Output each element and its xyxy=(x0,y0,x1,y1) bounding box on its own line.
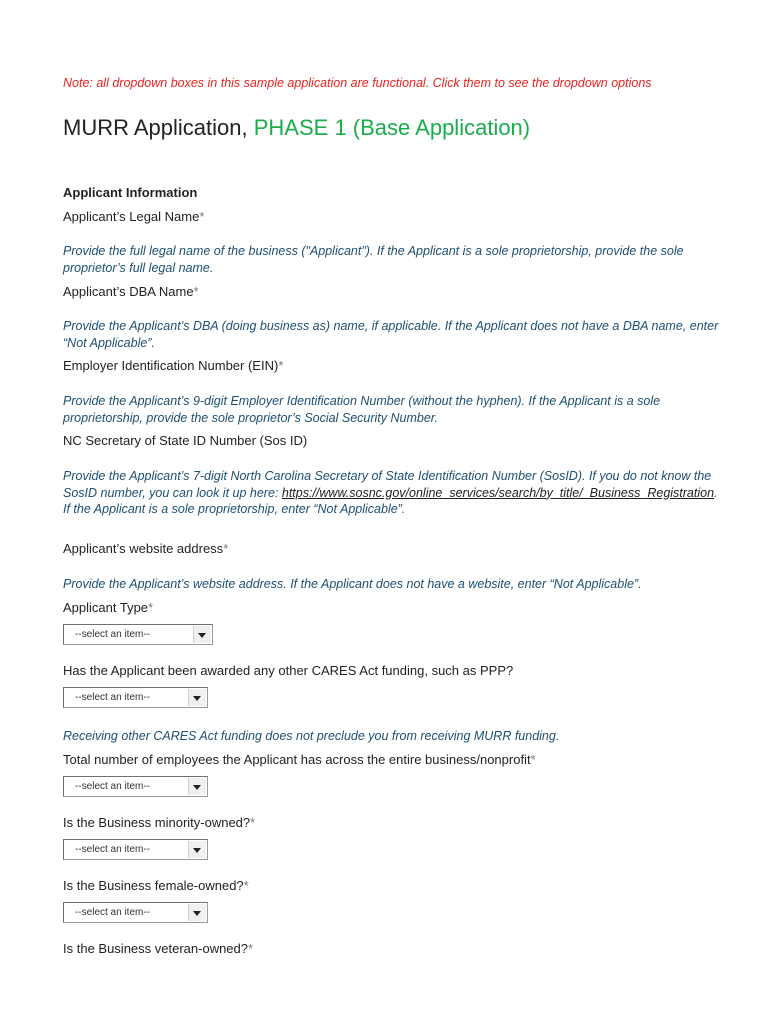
ein-label-text: Employer Identification Number (EIN) xyxy=(63,358,279,373)
cares-funding-label: Has the Applicant been awarded any other CARES Act funding, such as PPP? xyxy=(63,663,514,678)
chevron-down-icon xyxy=(188,841,206,858)
employees-select[interactable] xyxy=(63,776,208,797)
required-marker: * xyxy=(193,284,199,299)
female-owned-label-text: Is the Business female-owned? xyxy=(63,878,244,893)
minority-owned-label xyxy=(63,815,255,830)
legal-name-label xyxy=(63,209,204,224)
select-value: --select an item-- xyxy=(75,629,151,640)
select-value: --select an item-- xyxy=(75,844,151,855)
minority-owned-label-text: Is the Business minority-owned? xyxy=(63,815,251,830)
employees-label xyxy=(63,752,536,767)
legal-name-help: Provide the full legal name of the business ("Applicant"). If the Applicant is a sole proprietorship, provide the sole proprietor’s full legal name. xyxy=(63,244,684,275)
employees-label-text: Total number of employees the Applicant has across the entire business/nonprofit xyxy=(63,752,531,767)
sos-id-help-text: Provide the Applicant’s 7-digit North Carolina Secretary of State Identification Number (SosID). If you do not know the SosID number, you can look it up here: xyxy=(63,469,712,500)
female-owned-select[interactable] xyxy=(63,902,208,923)
applicant-type-label xyxy=(63,600,153,615)
required-marker: * xyxy=(148,600,154,615)
title-main: MURR Application, xyxy=(63,115,254,140)
select-value: --select an item-- xyxy=(75,907,151,918)
required-marker: * xyxy=(250,815,256,830)
female-owned-label xyxy=(63,878,249,893)
required-marker: * xyxy=(278,358,284,373)
sos-id-help-text-end: . If the Applicant is a sole proprietorship, enter “Not Applicable”. xyxy=(63,485,718,516)
sos-id-label: NC Secretary of State ID Number (Sos ID) xyxy=(63,433,308,448)
website-help: Provide the Applicant’s website address. If the Applicant does not have a website, enter “Not Applicable”. xyxy=(63,577,642,591)
chevron-down-icon xyxy=(188,778,206,795)
sos-lookup-link[interactable]: https://www.sosnc.gov/online_services/search/by_title/_Business_Registration xyxy=(281,485,715,500)
required-marker: * xyxy=(248,941,254,956)
veteran-owned-label-text: Is the Business veteran-owned? xyxy=(63,941,248,956)
dba-name-label xyxy=(63,284,199,299)
website-label xyxy=(63,541,228,556)
required-marker: * xyxy=(199,209,205,224)
title-phase: PHASE 1 (Base Application) xyxy=(253,115,531,140)
chevron-down-icon xyxy=(193,626,211,643)
required-marker: * xyxy=(243,878,249,893)
veteran-owned-label xyxy=(63,941,253,956)
required-marker: * xyxy=(530,752,536,767)
dba-name-help: Provide the Applicant’s DBA (doing business as) name, if applicable. If the Applicant does not have a DBA name, enter “Not Applicable”. xyxy=(63,319,719,350)
ein-label xyxy=(63,358,283,373)
dba-name-label-text: Applicant’s DBA Name xyxy=(63,284,194,299)
cares-funding-select[interactable] xyxy=(63,687,208,708)
ein-help: Provide the Applicant’s 9-digit Employer Identification Number (without the hyphen). If the Applicant is a sole proprietorship, provide the sole proprietor’s Social Security Number. xyxy=(63,394,661,425)
required-marker: * xyxy=(223,541,229,556)
cares-funding-help: Receiving other CARES Act funding does not preclude you from receiving MURR funding. xyxy=(63,729,560,743)
sos-id-help xyxy=(63,468,723,518)
select-value: --select an item-- xyxy=(75,781,151,792)
functional-dropdowns-note: Note: all dropdown boxes in this sample application are functional. Click them to see the dropdown options xyxy=(63,76,652,90)
website-label-text: Applicant’s website address xyxy=(63,541,224,556)
applicant-type-select[interactable] xyxy=(63,624,213,645)
legal-name-label-text: Applicant’s Legal Name xyxy=(63,209,200,224)
section-heading-applicant-information: Applicant Information xyxy=(63,185,198,200)
select-value: --select an item-- xyxy=(75,692,151,703)
chevron-down-icon xyxy=(188,904,206,921)
applicant-type-label-text: Applicant Type xyxy=(63,600,149,615)
page-title xyxy=(63,115,530,141)
minority-owned-select[interactable] xyxy=(63,839,208,860)
chevron-down-icon xyxy=(188,689,206,706)
